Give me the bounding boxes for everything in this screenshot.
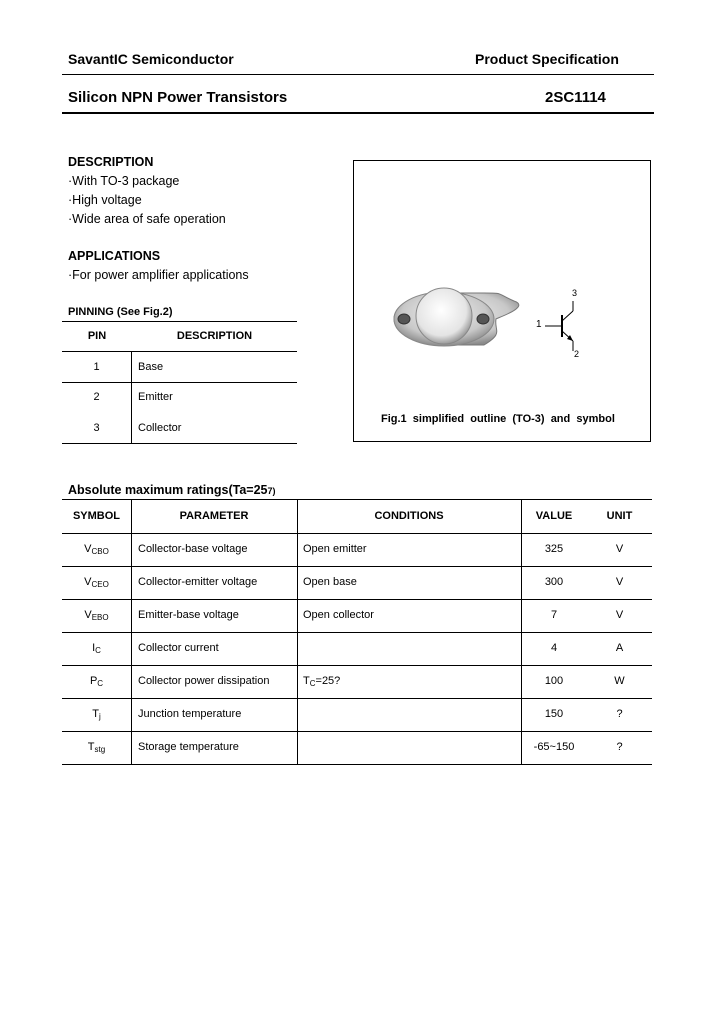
part-number: 2SC1114 bbox=[545, 89, 606, 106]
pin-label-3: 3 bbox=[572, 288, 578, 298]
ratings-symbol-sub: stg bbox=[94, 745, 106, 754]
header-rule-top bbox=[62, 74, 654, 75]
ratings-col-unit: UNIT bbox=[606, 510, 633, 522]
pinning-rule bbox=[62, 443, 297, 444]
ratings-conditions bbox=[303, 543, 367, 555]
doc-type: Product Specification bbox=[475, 51, 619, 67]
ratings-conditions bbox=[303, 609, 374, 621]
ratings-heading-text: Absolute maximum ratings(Ta=25 bbox=[68, 483, 268, 497]
ratings-conditions bbox=[303, 576, 357, 588]
applications-heading: APPLICATIONS bbox=[68, 249, 161, 263]
ratings-unit: W bbox=[614, 675, 625, 687]
description-item: ·With TO-3 package bbox=[68, 174, 180, 188]
ratings-conditions bbox=[303, 675, 340, 688]
pinning-divider bbox=[131, 351, 132, 443]
ratings-unit: ? bbox=[616, 708, 623, 720]
ratings-rule bbox=[62, 764, 652, 765]
pinning-heading: PINNING (See Fig.2) bbox=[68, 306, 173, 318]
to3-package-image bbox=[354, 161, 652, 443]
ratings-value: -65~150 bbox=[533, 741, 575, 753]
description-heading: DESCRIPTION bbox=[68, 155, 154, 169]
pinning-desc: Emitter bbox=[138, 391, 173, 403]
ratings-symbol-sub: CBO bbox=[91, 547, 109, 556]
ratings-symbol-main: P bbox=[89, 675, 98, 687]
ratings-parameter: Collector-base voltage bbox=[138, 543, 248, 555]
ratings-col-conditions: CONDITIONS bbox=[374, 510, 444, 522]
ratings-col-parameter: PARAMETER bbox=[179, 510, 249, 522]
applications-item: ·For power amplifier applications bbox=[68, 268, 249, 282]
ratings-unit: ? bbox=[616, 741, 623, 753]
pinning-pin: 3 bbox=[93, 422, 100, 434]
ratings-symbol bbox=[62, 741, 131, 754]
ratings-symbol bbox=[62, 642, 131, 655]
ratings-value: 150 bbox=[544, 708, 564, 720]
ratings-symbol-sub: CEO bbox=[91, 580, 109, 589]
pin-label-2: 2 bbox=[574, 349, 580, 359]
ratings-symbol-main: V bbox=[84, 576, 92, 588]
ratings-parameter: Junction temperature bbox=[138, 708, 242, 720]
ratings-conditions-main: Open base bbox=[303, 576, 357, 588]
pinning-rule bbox=[62, 321, 297, 322]
ratings-parameter: Collector power dissipation bbox=[138, 675, 270, 687]
ratings-conditions-main: Open emitter bbox=[303, 543, 367, 555]
ratings-symbol bbox=[62, 609, 131, 622]
pinning-rule bbox=[62, 382, 297, 383]
company-name: SavantIC Semiconductor bbox=[68, 51, 234, 67]
ratings-heading bbox=[68, 483, 276, 497]
ratings-symbol-main: T bbox=[87, 741, 95, 753]
ratings-symbol-main: T bbox=[92, 708, 99, 720]
ratings-value: 100 bbox=[544, 675, 564, 687]
ratings-symbol-main: V bbox=[84, 543, 92, 555]
ratings-col-symbol: SYMBOL bbox=[72, 510, 121, 522]
description-item: ·Wide area of safe operation bbox=[68, 212, 226, 226]
ratings-symbol bbox=[62, 708, 131, 721]
header-rule-bottom bbox=[62, 112, 654, 114]
ratings-unit: V bbox=[615, 609, 624, 621]
ratings-symbol-main: I bbox=[92, 642, 96, 654]
ratings-conditions-tail: =25? bbox=[315, 675, 341, 687]
ratings-symbol-sub: EBO bbox=[91, 613, 109, 622]
description-item: ·High voltage bbox=[68, 193, 142, 207]
ratings-value: 300 bbox=[544, 576, 564, 588]
ratings-rule bbox=[62, 665, 652, 666]
ratings-value: 4 bbox=[550, 642, 558, 654]
ratings-unit: V bbox=[615, 576, 624, 588]
ratings-rule bbox=[62, 731, 652, 732]
figure-box bbox=[353, 160, 651, 442]
ratings-rule bbox=[62, 499, 652, 500]
ratings-parameter: Collector current bbox=[138, 642, 219, 654]
pin-label-1: 1 bbox=[536, 319, 542, 330]
pinning-col-pin: PIN bbox=[87, 330, 107, 342]
pinning-desc: Collector bbox=[138, 422, 182, 434]
ratings-value: 7 bbox=[550, 609, 558, 621]
pinning-desc: Base bbox=[138, 361, 164, 373]
ratings-col-value: VALUE bbox=[535, 510, 573, 522]
ratings-rule bbox=[62, 599, 652, 600]
ratings-symbol bbox=[62, 543, 131, 556]
pinning-rule bbox=[62, 351, 297, 352]
pinning-col-description: DESCRIPTION bbox=[176, 330, 253, 342]
ratings-symbol bbox=[62, 675, 131, 688]
ratings-symbol-sub: j bbox=[98, 712, 101, 721]
ratings-symbol bbox=[62, 576, 131, 589]
ratings-symbol-sub: C bbox=[97, 679, 104, 688]
ratings-value: 325 bbox=[544, 543, 564, 555]
ratings-unit: V bbox=[615, 543, 624, 555]
pinning-pin: 1 bbox=[93, 361, 100, 373]
ratings-symbol-sub: C bbox=[95, 646, 101, 655]
ratings-unit: A bbox=[615, 642, 624, 654]
doc-title: Silicon NPN Power Transistors bbox=[68, 89, 288, 106]
ratings-heading-tail: 7) bbox=[267, 486, 276, 496]
ratings-parameter: Emitter-base voltage bbox=[138, 609, 239, 621]
pinning-pin: 2 bbox=[93, 391, 100, 403]
ratings-parameter: Storage temperature bbox=[138, 741, 239, 753]
ratings-rule bbox=[62, 698, 652, 699]
ratings-conditions-main: Open collector bbox=[303, 609, 374, 621]
ratings-conditions-sub: C bbox=[309, 679, 316, 688]
ratings-symbol-main: V bbox=[84, 609, 92, 621]
ratings-parameter: Collector-emitter voltage bbox=[138, 576, 258, 588]
figure-caption: Fig.1 simplified outline (TO-3) and symbol bbox=[381, 413, 615, 425]
ratings-rule bbox=[62, 566, 652, 567]
ratings-rule bbox=[62, 632, 652, 633]
ratings-conditions-main: T bbox=[303, 675, 310, 687]
ratings-rule bbox=[62, 533, 652, 534]
